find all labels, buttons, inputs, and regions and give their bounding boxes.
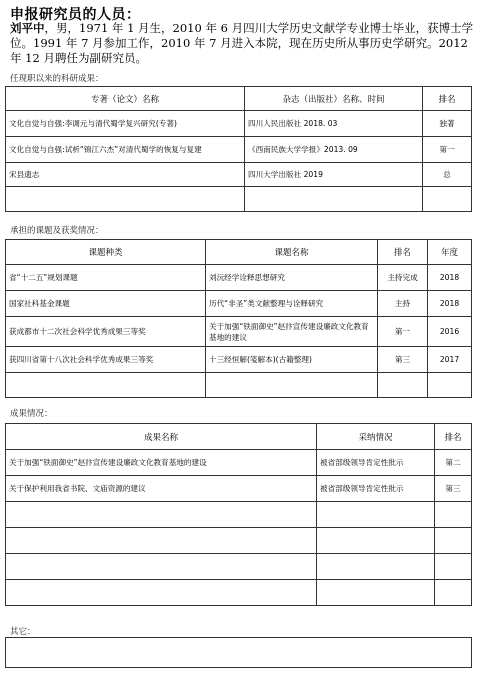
project-title: 关于加强“铁面御史”赵抃宣传建设廉政文化教育基地的建议 <box>206 317 378 347</box>
table-row <box>6 187 472 212</box>
work-title: 宋县遗志 <box>6 163 245 187</box>
table-row <box>6 502 472 528</box>
work-title <box>6 187 245 212</box>
applicant-bio <box>10 21 476 66</box>
result-title: 关于加强“铁面御史”赵抃宣传建设廉政文化教育基地的建设 <box>6 450 317 476</box>
table-header-row <box>6 424 472 450</box>
result-title <box>6 554 317 580</box>
results-table <box>5 423 472 606</box>
table-row <box>6 111 472 137</box>
year: 2016 <box>428 317 472 347</box>
adoption-status <box>317 580 435 606</box>
column-header: 年度 <box>428 240 472 265</box>
other-section-label: 其它： <box>10 627 36 637</box>
column-header: 课题名称 <box>206 240 378 265</box>
table-row <box>6 347 472 373</box>
work-title: 文化自觉与自强:试析“锦江六杰”对清代蜀学的恢复与复建 <box>6 137 245 163</box>
project-title: 刘沅经学诠释思想研究 <box>206 265 378 291</box>
project-type: 国家社科基金课题 <box>6 291 206 317</box>
rank <box>435 502 472 528</box>
table-header-row <box>6 240 472 265</box>
column-header: 排名 <box>435 424 472 450</box>
adoption-status: 被省部级领导肯定性批示 <box>317 450 435 476</box>
project-type <box>6 373 206 398</box>
table-header-row <box>6 87 472 111</box>
table-row <box>6 265 472 291</box>
project-title: 历代“非圣”类文献整理与诠释研究 <box>206 291 378 317</box>
other-table <box>5 637 472 668</box>
rank: 总 <box>423 163 472 187</box>
result-title <box>6 580 317 606</box>
rank: 第二 <box>435 450 472 476</box>
table-row <box>6 163 472 187</box>
column-header: 课题种类 <box>6 240 206 265</box>
publisher: 《西南民族大学学报》2013. 09 <box>245 137 423 163</box>
year: 2018 <box>428 291 472 317</box>
result-title: 关于保护利用我省书院、文庙资源的建议 <box>6 476 317 502</box>
column-header: 成果名称 <box>6 424 317 450</box>
rank <box>423 187 472 212</box>
research-table <box>5 86 472 212</box>
year: 2017 <box>428 347 472 373</box>
publisher: 四川大学出版社 2019 <box>245 163 423 187</box>
table-row <box>6 528 472 554</box>
table-row <box>6 554 472 580</box>
adoption-status: 被省部级领导肯定性批示 <box>317 476 435 502</box>
page-title: 申报研究员的人员： <box>10 7 141 23</box>
rank <box>435 528 472 554</box>
result-title <box>6 502 317 528</box>
table-row <box>6 317 472 347</box>
adoption-status <box>317 502 435 528</box>
rank: 独著 <box>423 111 472 137</box>
publisher <box>245 187 423 212</box>
results-section-label: 成果情况： <box>10 409 53 419</box>
table-row <box>6 476 472 502</box>
table-row <box>6 137 472 163</box>
publisher: 四川人民出版社 2018. 03 <box>245 111 423 137</box>
rank <box>378 373 428 398</box>
project-title: 十三经恒解(笺解本)(古籍整理) <box>206 347 378 373</box>
table-row <box>6 638 472 668</box>
applicant-name: 刘平中 <box>10 21 45 35</box>
applicant-bio-text: ，男，1971 年 1 月生，2010 年 6 月四川大学历史文献学专业博士毕业，获博士学位。1991 年 7 月参加工作，2010 年 7 月进入本院，现在历史所从事历史学研究。2012 年 12 月聘任为副研究员。 <box>10 21 474 65</box>
rank: 主持 <box>378 291 428 317</box>
adoption-status <box>317 554 435 580</box>
rank: 第一 <box>423 137 472 163</box>
other-field <box>6 638 472 668</box>
column-header: 专著（论文）名称 <box>6 87 245 111</box>
column-header: 杂志（出版社）名称、时间 <box>245 87 423 111</box>
project-type: 获成都市十二次社会科学优秀成果三等奖 <box>6 317 206 347</box>
rank: 第一 <box>378 317 428 347</box>
projects-table <box>5 239 472 398</box>
work-title: 文化自觉与自强:李调元与清代蜀学复兴研究(专著) <box>6 111 245 137</box>
column-header: 采纳情况 <box>317 424 435 450</box>
research-section-label: 任现职以来的科研成果： <box>10 74 104 84</box>
table-row <box>6 450 472 476</box>
projects-section-label: 承担的课题及获奖情况： <box>10 226 104 236</box>
column-header: 排名 <box>378 240 428 265</box>
result-title <box>6 528 317 554</box>
rank <box>435 580 472 606</box>
table-row <box>6 580 472 606</box>
year: 2018 <box>428 265 472 291</box>
rank: 第三 <box>378 347 428 373</box>
project-title <box>206 373 378 398</box>
column-header: 排名 <box>423 87 472 111</box>
project-type: 获四川省第十八次社会科学优秀成果三等奖 <box>6 347 206 373</box>
rank <box>435 554 472 580</box>
rank: 第三 <box>435 476 472 502</box>
table-row <box>6 291 472 317</box>
table-row <box>6 373 472 398</box>
rank: 主持完成 <box>378 265 428 291</box>
project-type: 省“十二五”规划课题 <box>6 265 206 291</box>
year <box>428 373 472 398</box>
adoption-status <box>317 528 435 554</box>
